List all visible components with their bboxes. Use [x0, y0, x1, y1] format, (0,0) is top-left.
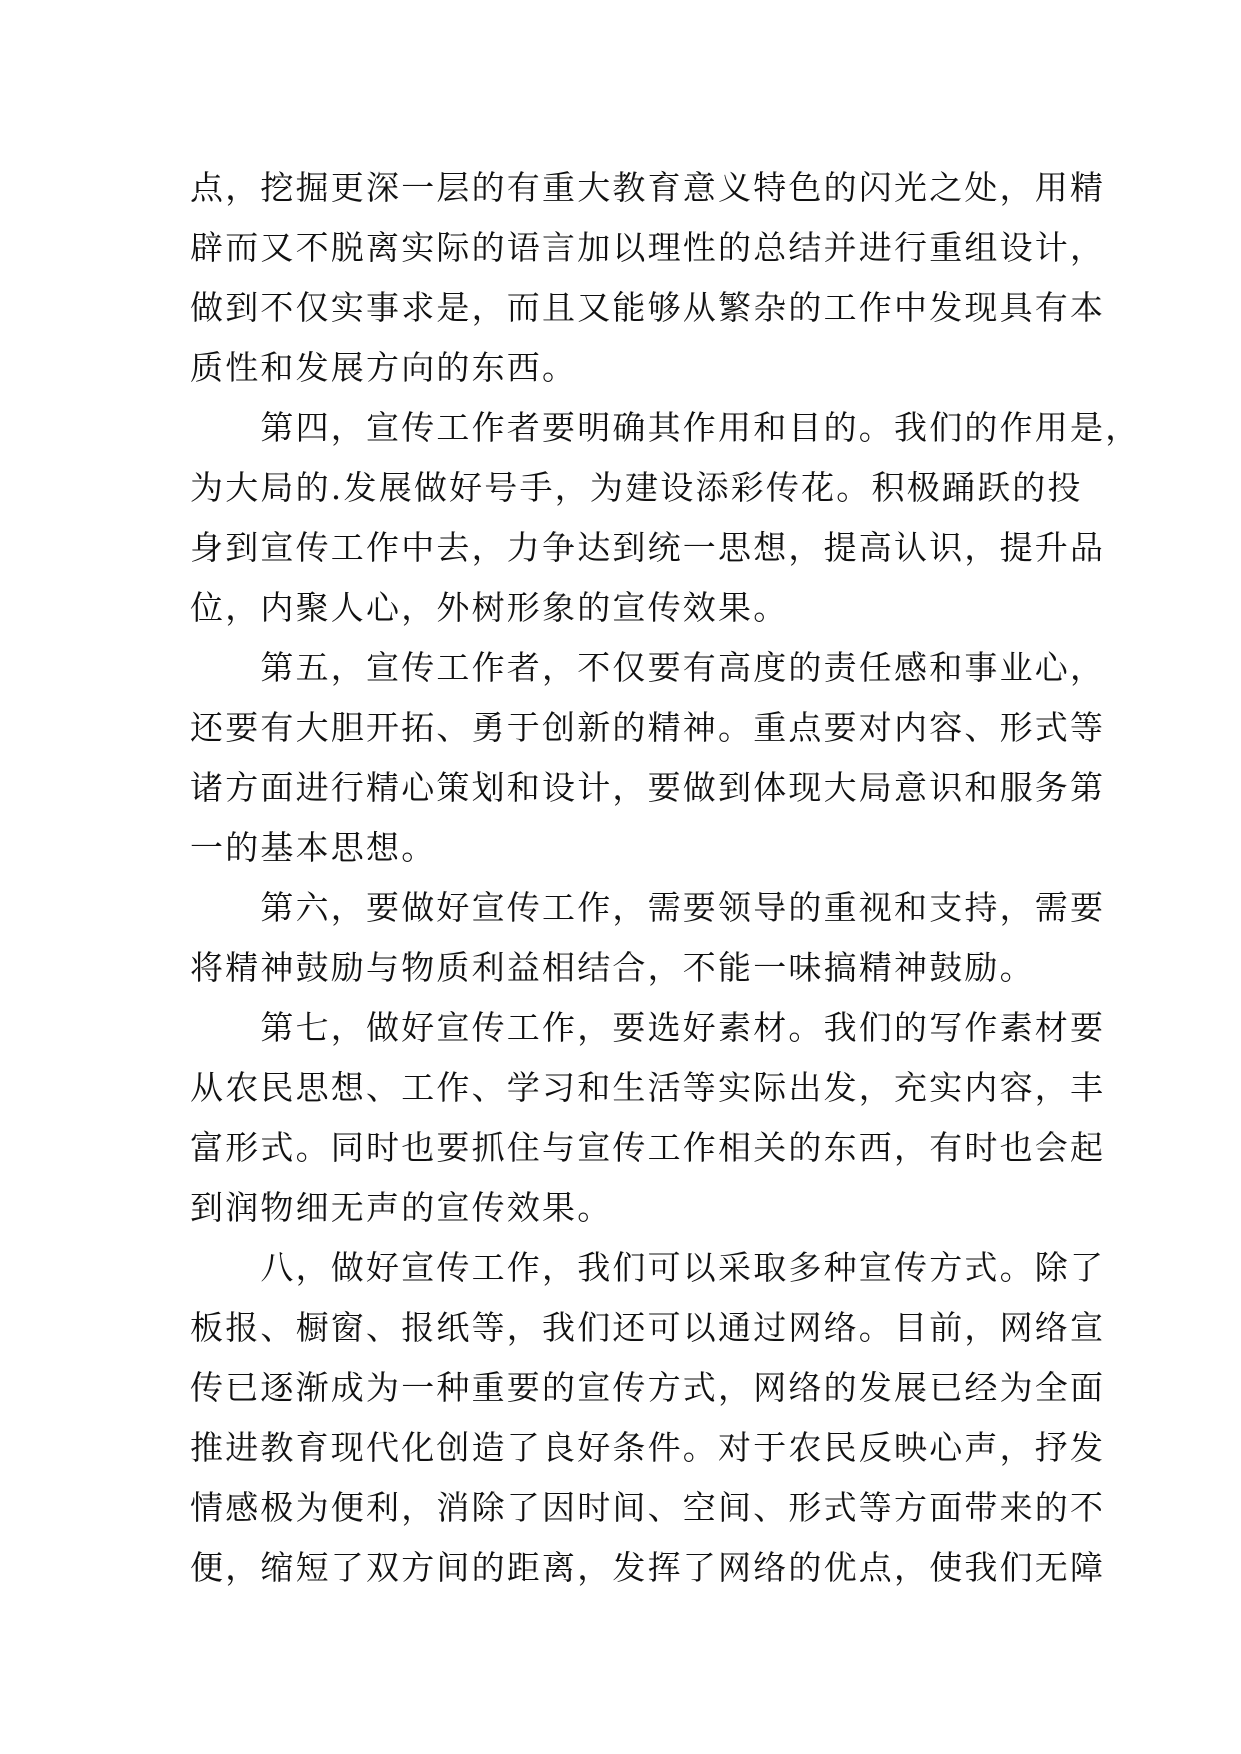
- text-line: 富形式。同时也要抓住与宣传工作相关的东西，有时也会起: [190, 1128, 1106, 1167]
- text-line: 质性和发展方向的东西。: [190, 348, 578, 387]
- text-line: 传已逐渐成为一种重要的宣传方式，网络的发展已经为全面: [190, 1368, 1106, 1407]
- text-line: 为大局的.发展做好号手，为建设添彩传花。积极踊跃的投: [190, 468, 1083, 507]
- text-line: 情感极为便利，消除了因时间、空间、形式等方面带来的不: [190, 1488, 1106, 1527]
- body-text: [190, 158, 1141, 1598]
- text-line: 身到宣传工作中去，力争达到统一思想，提高认识，提升品: [190, 528, 1106, 567]
- text-line: 做到不仅实事求是，而且又能够从繁杂的工作中发现具有本: [190, 288, 1106, 327]
- text-line: 第七，做好宣传工作，要选好素材。我们的写作素材要: [190, 1008, 1106, 1047]
- text-line: 还要有大胆开拓、勇于创新的精神。重点要对内容、形式等: [190, 708, 1106, 747]
- text-line: 第六，要做好宣传工作，需要领导的重视和支持，需要: [190, 888, 1106, 927]
- text-line: 从农民思想、工作、学习和生活等实际出发，充实内容，丰: [190, 1068, 1106, 1107]
- text-line: 一的基本思想。: [190, 828, 437, 867]
- text-line: 推进教育现代化创造了良好条件。对于农民反映心声，抒发: [190, 1428, 1106, 1467]
- text-line: 位，内聚人心，外树形象的宣传效果。: [190, 588, 789, 627]
- text-line: 第五，宣传工作者，不仅要有高度的责任感和事业心，: [190, 648, 1106, 687]
- text-line: 将精神鼓励与物质利益相结合，不能一味搞精神鼓励。: [190, 948, 1035, 987]
- text-line: 诸方面进行精心策划和设计，要做到体现大局意识和服务第: [190, 768, 1106, 807]
- text-line: 板报、橱窗、报纸等，我们还可以通过网络。目前，网络宣: [190, 1308, 1106, 1347]
- text-line: 辟而又不脱离实际的语言加以理性的总结并进行重组设计，: [190, 228, 1106, 267]
- text-line: 便，缩短了双方间的距离，发挥了网络的优点，使我们无障: [190, 1548, 1106, 1587]
- text-line: 点，挖掘更深一层的有重大教育意义特色的闪光之处，用精: [190, 168, 1106, 207]
- text-line: 第四，宣传工作者要明确其作用和目的。我们的作用是，: [190, 408, 1141, 447]
- text-line: 八，做好宣传工作，我们可以采取多种宣传方式。除了: [190, 1248, 1106, 1287]
- text-line: 到润物细无声的宣传效果。: [190, 1188, 613, 1227]
